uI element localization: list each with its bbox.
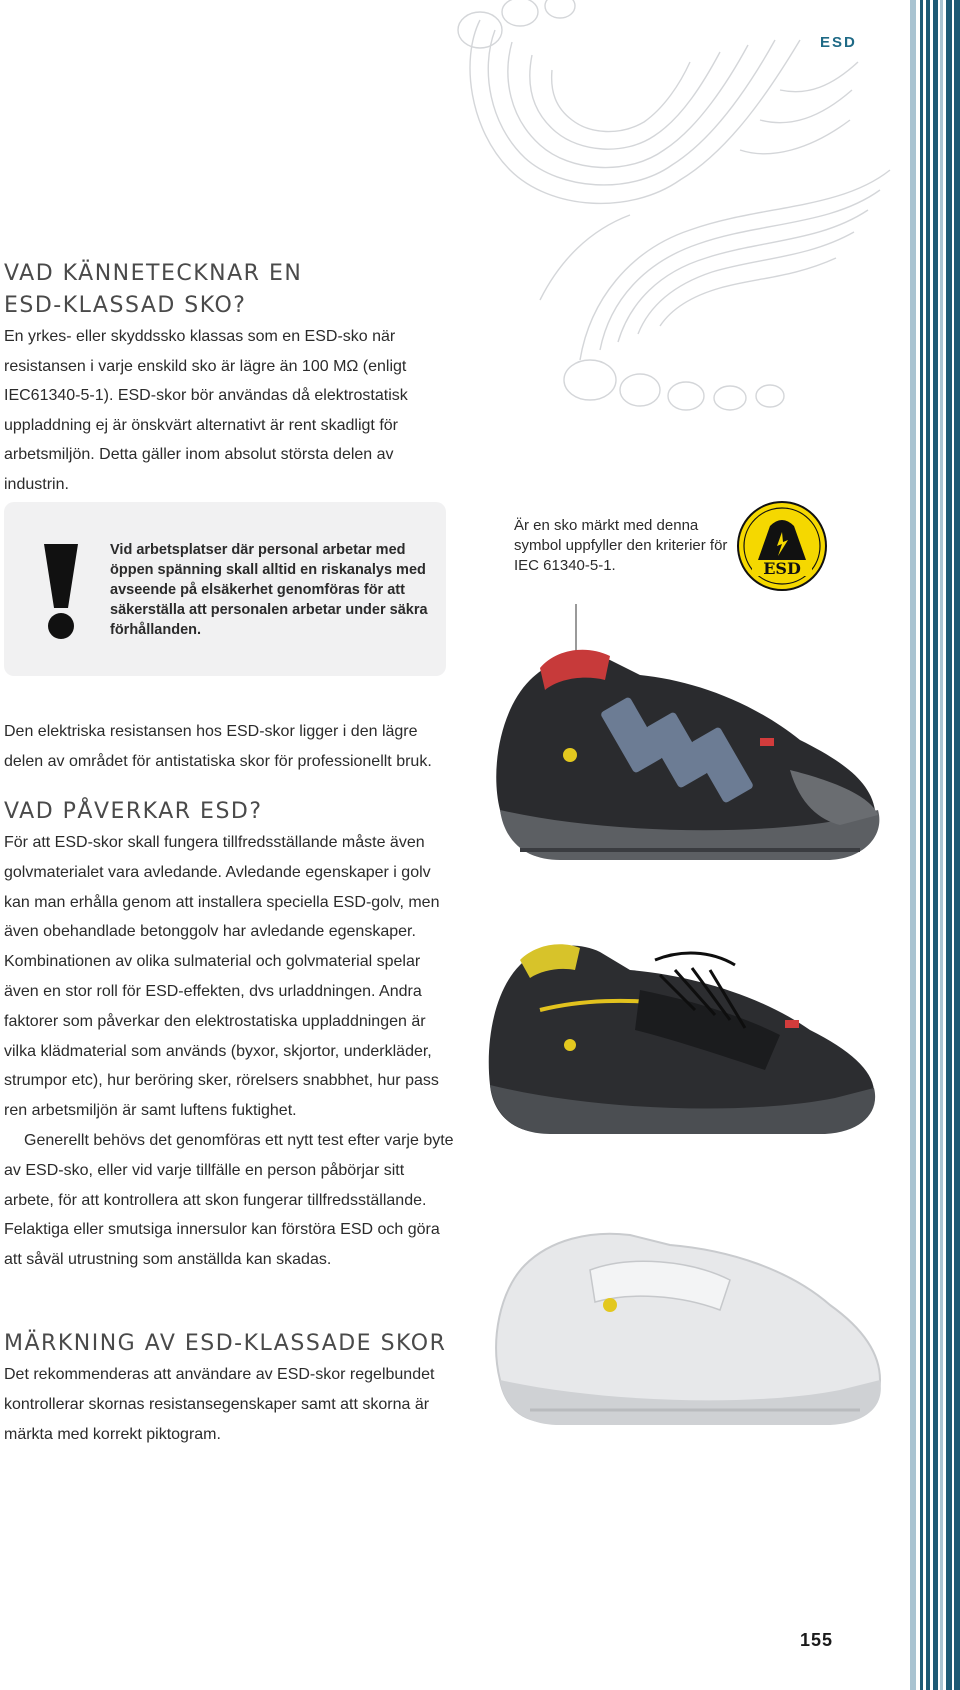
resistance-section [4, 717, 454, 777]
affect-paragraph-1: För att ESD-skor skall fungera tillfredsställande måste även golvmaterialet vara avledande. Avledande egenskaper i golv kan man erhålla genom att installera speciella ESD-golv, men även obehandlade betonggolv har avledande egenskaper. Kombinationen av olika sulmaterial och golvmaterial spelar även en stor roll för ESD-effekten, dvs urladdningen. Andra faktorer som påverkar den elektrostatiska uppladdningen är vilka klädmaterial som används (byxor, skjortor, underkläder, strumpor etc), hur beröring sker, rörelsers snabbhet, hur pass ren arbetsmiljön är samt luftens fuktighet. [4, 834, 440, 1120]
marking-heading: MÄRKNING AV ESD-KLASSADE SKOR [4, 1331, 447, 1356]
black-velcro-shoe-image [460, 620, 890, 870]
marking-section [4, 1328, 454, 1450]
intro-paragraph: En yrkes- eller skyddssko klassas som en ESD-sko när resistansen i varje enskild sko är lägre än 100 MΩ (enligt IEC61340-5-1). ESD-skor bör användas då elektrostatisk uppladdning ej är önskvärt alternativt är rent skadligt för arbetsmiljön. Detta gäller inom absolut största delen av industrin. [4, 328, 408, 493]
intro-heading-line2: ESD-KLASSAD SKO? [4, 293, 247, 318]
affect-heading: VAD PÅVERKAR ESD? [4, 799, 263, 824]
black-laced-shoe-image [460, 920, 890, 1140]
esd-badge-label: ESD [763, 559, 801, 578]
edge-stripes [910, 0, 960, 1690]
section-tag: ESD [820, 34, 857, 51]
intro-heading [4, 258, 444, 322]
resistance-paragraph: Den elektriska resistansen hos ESD-skor ligger i den lägre delen av området för antistatiska skor för professionellt bruk. [4, 723, 432, 770]
esd-symbol-note: Är en sko märkt med denna symbol uppfyller den kriterier för IEC 61340-5-1. [514, 517, 728, 574]
marking-paragraph: Det rekommenderas att användare av ESD-skor regelbundet kontrollerar skornas resistansegenskaper samt att skorna är märkta med korrekt piktogram. [4, 1366, 435, 1443]
white-slip-on-shoe-image [470, 1210, 890, 1430]
warning-text: Vid arbetsplatser där personal arbetar med öppen spänning skall alltid en riskanalys med avseende på elsäkerhet genomföras för att säkerställa att personalen arbetar under säkra förhållanden. [110, 542, 428, 638]
exclamation-icon [40, 540, 82, 640]
affect-section [4, 796, 454, 1275]
intro-section [4, 258, 444, 499]
esd-badge-icon [736, 500, 828, 592]
intro-heading-line1: VAD KÄNNETECKNAR EN [4, 261, 303, 286]
affect-paragraph-2: Generellt behövs det genomföras ett nytt test efter varje byte av ESD-sko, eller vid varje tillfälle en person påbörjar sitt arbete, för att kontrollera att skon fungerar tillfredsställande. Felaktiga eller smutsiga innersulor kan förstöra ESD och göra att såväl utrustning som anställda kan skadas. [4, 1131, 454, 1269]
page-number: 155 [800, 1630, 834, 1650]
feet-illustration [440, 0, 910, 420]
